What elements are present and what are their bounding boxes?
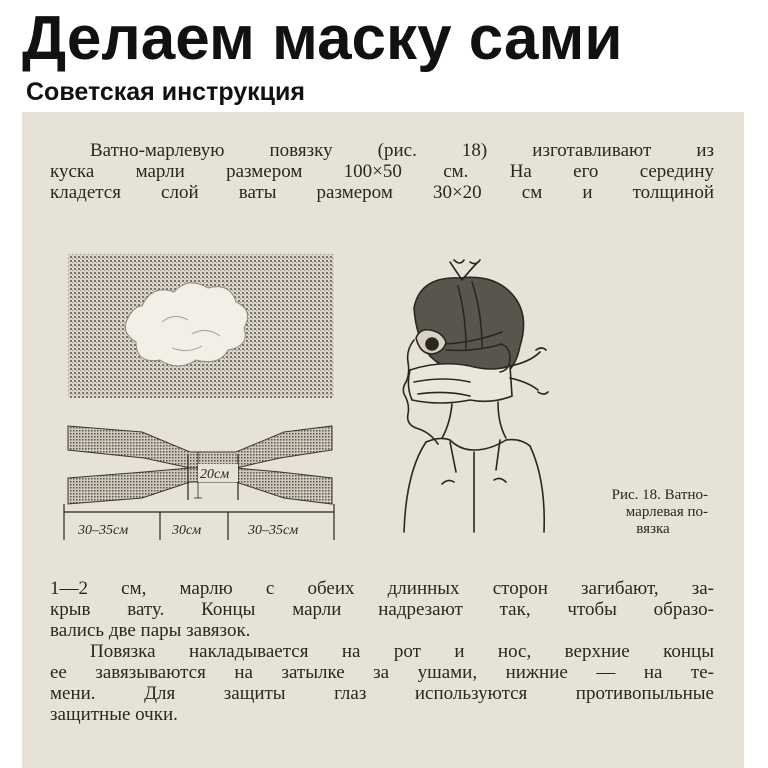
page-subtitle: Советская инструкция [26, 78, 306, 106]
text-line: Ватно-марлевую повязку (рис. 18) изготавливают из [90, 140, 714, 161]
text-line: куска марли размером 100×50 см. На его середину [50, 161, 714, 182]
person-wearing-mask-drawing [403, 260, 548, 532]
dim-label-middle: 30см [172, 523, 202, 538]
height-dim-label: 20см [200, 467, 230, 482]
text-line: 1—2 см, марлю с обеих длинных сторон загибают, за- [50, 578, 714, 599]
text-line: вались две пары завязок. [50, 620, 251, 641]
caption-line: марлевая по- [625, 504, 708, 520]
figure-caption [558, 487, 708, 538]
dim-label-left: 30–35см [78, 523, 129, 538]
gauze-sheet-drawing [68, 254, 334, 398]
folded-bandage-drawing [64, 426, 334, 540]
instructions-paragraph [50, 578, 714, 725]
text-line: ее завязываются на затылке за ушами, нижние — на те- [50, 662, 714, 683]
text-line: кладется слой ваты размером 30×20 см и толщиной [50, 182, 714, 203]
text-line: Повязка накладывается на рот и нос, верхние концы [90, 641, 714, 662]
text-line: крыв вату. Концы марли надрезают так, чтобы образо- [50, 599, 714, 620]
page-title: Делаем маску сами [22, 4, 623, 73]
caption-line: Рис. 18. Ватно- [611, 487, 708, 503]
dim-label-right: 30–35см [248, 523, 299, 538]
scanned-book-page [22, 112, 744, 768]
text-line: защитные очки. [50, 704, 178, 725]
text-line: мени. Для защиты глаз используются противопыльные [50, 683, 714, 704]
caption-line: вязка [636, 521, 670, 537]
